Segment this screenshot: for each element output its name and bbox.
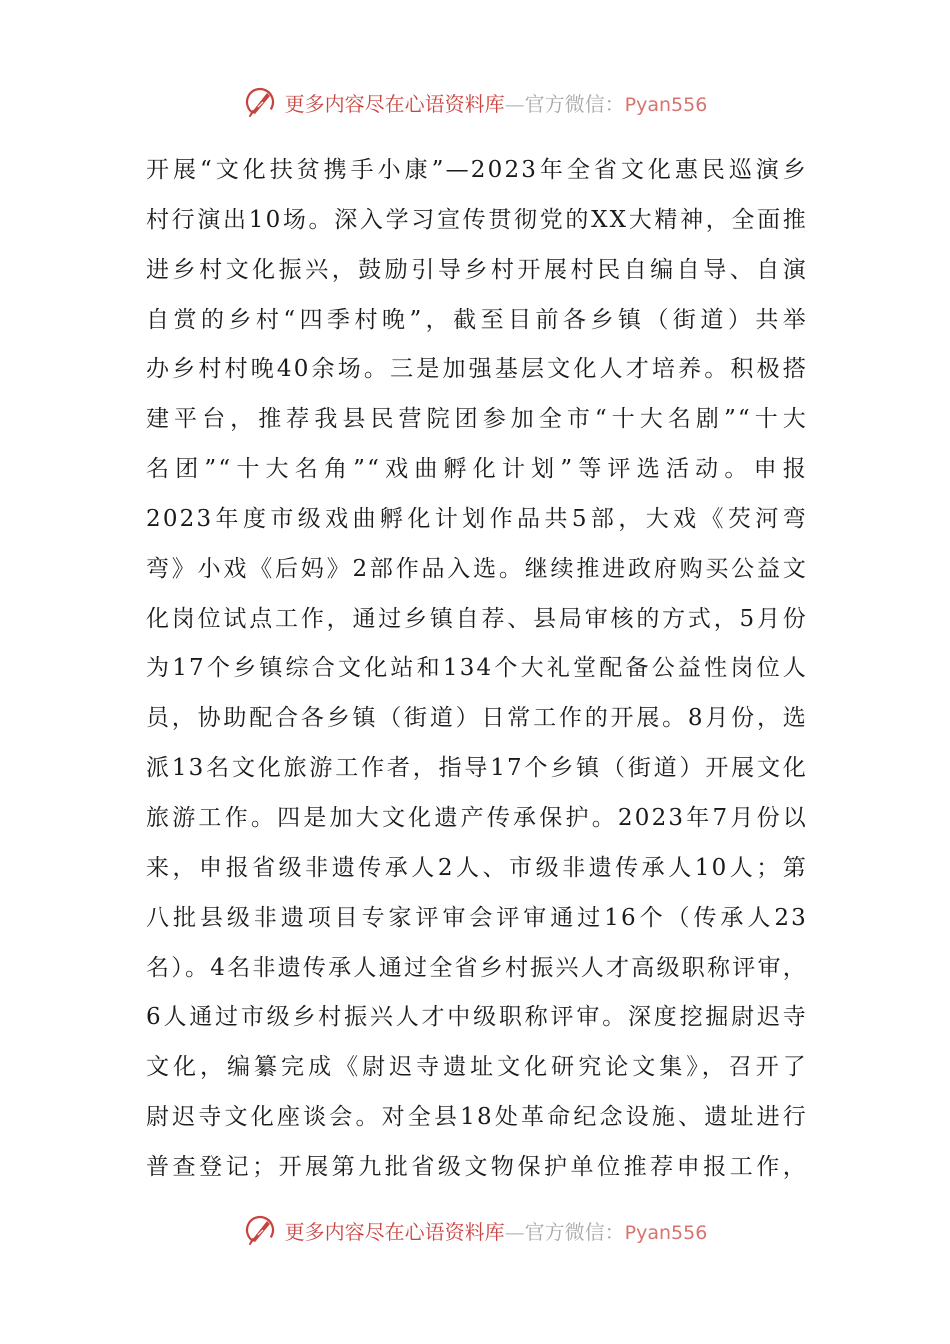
body-line: 文化，编纂完成《尉迟寺遗址文化研究论文集》，召开了 — [146, 1054, 808, 1081]
body-line: 进乡村文化振兴，鼓励引导乡村开展村民自编自导、自演 — [146, 256, 808, 283]
watermark-site-text: 更多内容尽在心语资料库 — [284, 91, 505, 116]
body-line: 八批县级非遗项目专家评审会评审通过16个（传承人23 — [146, 904, 808, 931]
body-line: 自赏的乡村“四季村晚”，截至目前各乡镇（街道）共举 — [146, 306, 808, 333]
watermark-label: 官方微信： — [524, 1219, 625, 1244]
watermark-site-text: 更多内容尽在心语资料库 — [284, 1219, 505, 1244]
body-line: 建平台，推荐我县民营院团参加全市“十大名剧”“十大 — [146, 406, 808, 433]
body-line: 弯》小戏《后妈》2部作品入选。继续推进政府购买公益文 — [146, 555, 808, 582]
body-line: 员，协助配合各乡镇（街道）日常工作的开展。8月份，选 — [146, 705, 808, 732]
watermark-text — [285, 88, 708, 117]
body-line: 村行演出10场。深入学习宣传贯彻党的XX大精神，全面推 — [146, 206, 808, 233]
quill-pen-logo-icon — [243, 85, 277, 119]
body-line: 旅游工作。四是加大文化遗产传承保护。2023年7月份以 — [146, 804, 808, 831]
watermark-label: 官方微信： — [524, 91, 625, 116]
watermark-separator: — — [504, 1219, 525, 1244]
body-line: 来，申报省级非遗传承人2人、市级非遗传承人10人；第 — [146, 854, 808, 881]
body-line: 为17个乡镇综合文化站和134个大礼堂配备公益性岗位人 — [146, 655, 808, 682]
document-body — [146, 146, 808, 1193]
body-line: 开展“文化扶贫携手小康”—2023年全省文化惠民巡演乡 — [146, 157, 808, 183]
quill-pen-logo-icon — [243, 1213, 277, 1247]
watermark-separator: — — [504, 91, 525, 116]
body-line: 6人通过市级乡村振兴人才中级职称评审。深度挖掘尉迟寺 — [146, 1004, 808, 1031]
body-line: 名）。4名非遗传承人通过全省乡村振兴人才高级职称评审， — [146, 954, 808, 981]
watermark-text — [285, 1216, 708, 1245]
watermark-wechat-id: Pyan556 — [624, 93, 708, 116]
header-watermark — [0, 82, 950, 122]
body-line: 普查登记；开展第九批省级文物保护单位推荐申报工作， — [146, 1153, 808, 1180]
body-line: 办乡村村晚40余场。三是加强基层文化人才培养。积极搭 — [146, 356, 808, 383]
body-line: 2023年度市级戏曲孵化计划作品共5部，大戏《芡河弯 — [146, 505, 808, 532]
body-line: 名团”“十大名角”“戏曲孵化计划”等评选活动。申报 — [146, 456, 808, 483]
body-line: 尉迟寺文化座谈会。对全县18处革命纪念设施、遗址进行 — [146, 1104, 808, 1131]
body-line: 化岗位试点工作，通过乡镇自荐、县局审核的方式，5月份 — [146, 605, 808, 632]
body-line: 派13名文化旅游工作者，指导17个乡镇（街道）开展文化 — [146, 755, 808, 782]
footer-watermark — [0, 1210, 950, 1250]
watermark-wechat-id: Pyan556 — [624, 1221, 708, 1244]
